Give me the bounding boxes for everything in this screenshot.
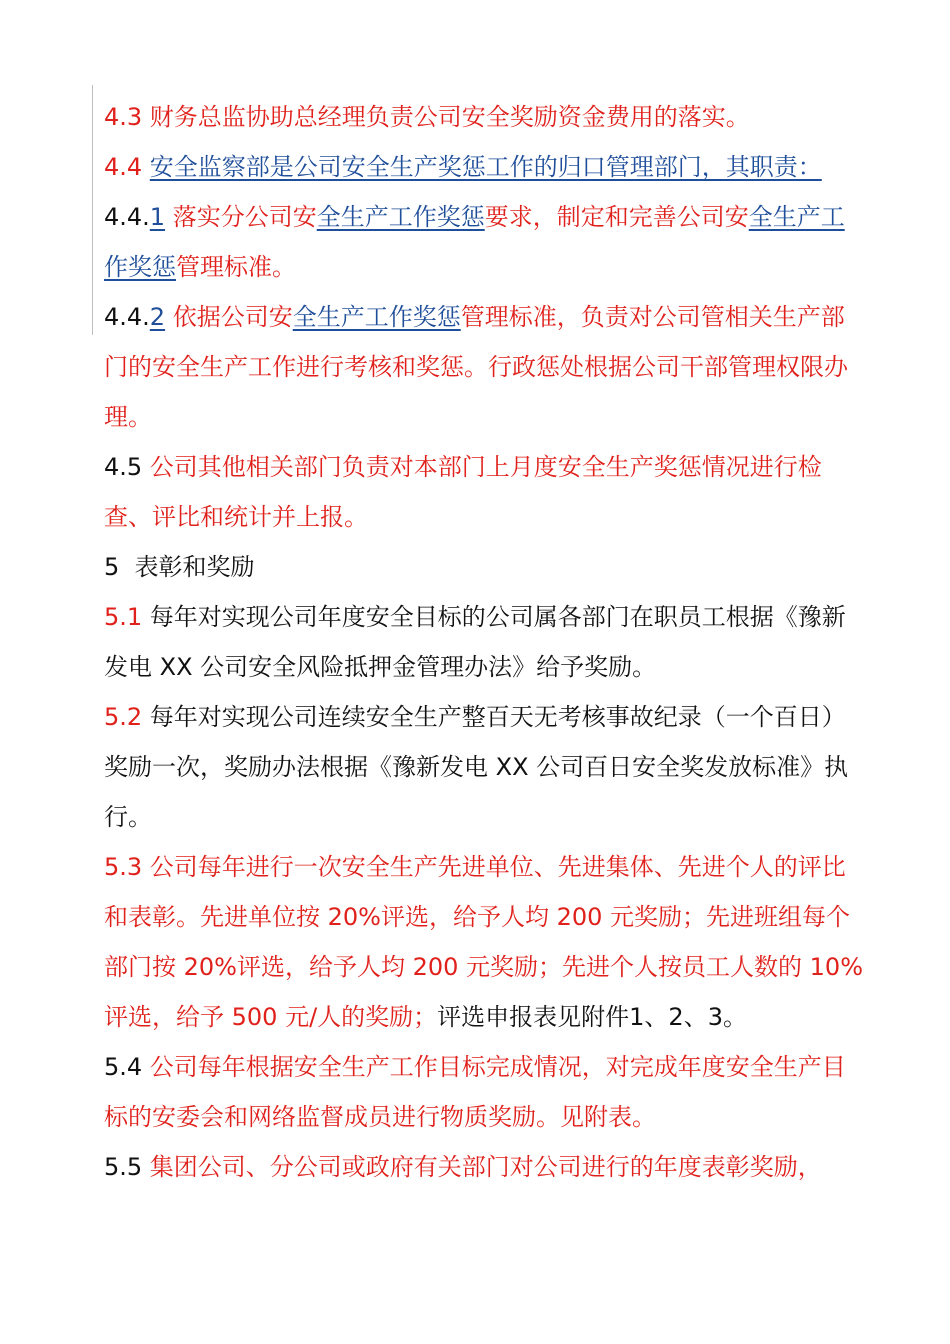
text-run: 4.3 财务总监协助总经理负责公司安全奖励资金费用的落实。 — [104, 103, 750, 131]
text-run: 1 — [149, 203, 166, 231]
text-run: 2 — [149, 303, 166, 331]
text-run: 要求，制定和完善公司安 — [484, 203, 749, 231]
text-run: 全生产工作奖惩 — [316, 203, 485, 231]
document-body — [104, 92, 864, 1192]
paragraph-5-5 — [104, 1142, 864, 1192]
text-run: 公司其他相关部门负责对本部门上月度安全生产奖惩情况进行检查、评比和统计并上报。 — [104, 453, 822, 531]
text-run: 5.5 — [104, 1153, 150, 1181]
paragraph-4-5 — [104, 442, 864, 542]
text-run: 管理标准。 — [176, 253, 296, 281]
text-run: 5.3 公司每年进行一次安全生产先进单位、先进集体、先进个人的评比和表彰。先进单位按 20%评选，给予人均 200 元奖励；先进班组每个部门按 20%评选，给予人均 200 元奖励；先进个人按员工人数的 10%评选，给予 500 元/人的奖励； — [104, 853, 864, 1031]
text-run: 4.5 — [104, 453, 150, 481]
text-run: 4.4. — [104, 203, 150, 231]
text-run: 5.4 — [104, 1053, 150, 1081]
paragraph-4-3 — [104, 92, 864, 142]
paragraph-4-4-1 — [104, 192, 864, 292]
change-bar — [92, 85, 93, 335]
text-run: 每年对实现公司连续安全生产整百天无考核事故纪录（一个百日）奖励一次，奖励办法根据《豫新发电 XX 公司百日安全奖发放标准》执行。 — [104, 703, 849, 831]
text-run: 4.4. — [104, 303, 150, 331]
text-run: 集团公司、分公司或政府有关部门对公司进行的年度表彰奖励， — [149, 1153, 822, 1181]
text-run: 安全监察部是公司安全生产奖惩工作的归口管理部门，其职责： — [149, 153, 822, 181]
paragraph-4-4-2 — [104, 292, 864, 442]
text-run: 管理标准，负责对公司管相关生产部门的安全生产工作进行考核和奖惩。行政惩处根据公司干部管理权限办理。 — [104, 303, 848, 431]
paragraph-5-2 — [104, 692, 864, 842]
paragraph-5-3 — [104, 842, 864, 1042]
text-run: 公司每年根据安全生产工作目标完成情况，对完成年度安全生产目标的安委会和网络监督成员进行物质奖励。见附表。 — [104, 1053, 846, 1131]
paragraph-5-1 — [104, 592, 864, 692]
text-run: 4.4 — [104, 153, 150, 181]
text-run: 5.2 — [104, 703, 150, 731]
text-run: 全生产工作奖惩 — [292, 303, 461, 331]
text-run: 落实分公司安 — [165, 203, 317, 231]
section-heading-5 — [104, 542, 864, 592]
text-run: 评选申报表见附件1、2、3。 — [437, 1003, 747, 1031]
text-run: 5.1 — [104, 603, 150, 631]
text-run: 每年对实现公司年度安全目标的公司属各部门在职员工根据《豫新发电 XX 公司安全风险抵押金管理办法》给予奖励。 — [104, 603, 846, 681]
text-run: 全生产工作奖惩 — [104, 203, 845, 281]
text-run: 依据公司安 — [165, 303, 293, 331]
paragraph-4-4 — [104, 142, 864, 192]
paragraph-5-4 — [104, 1042, 864, 1142]
text-run: 5 表彰和奖励 — [104, 553, 255, 581]
